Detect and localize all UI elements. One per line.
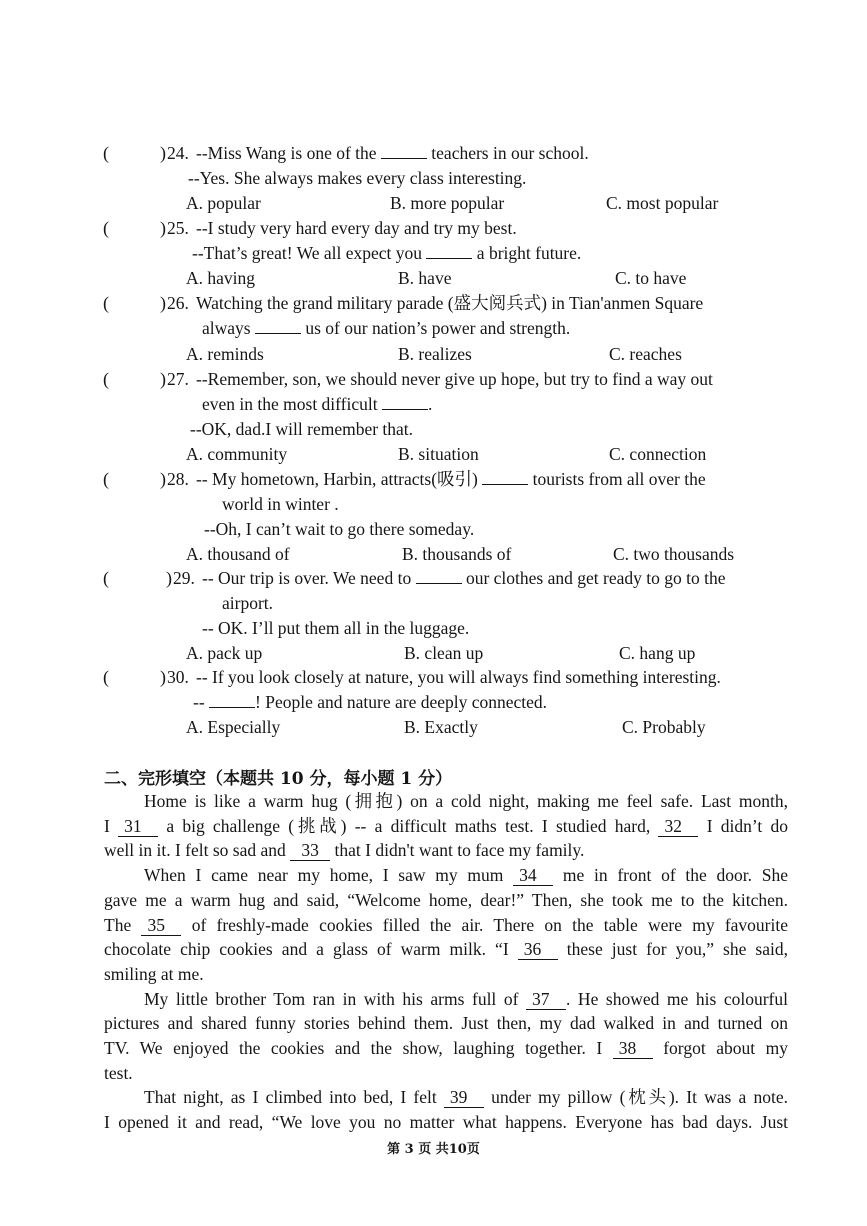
passage-text: forgot about my [652, 1038, 788, 1058]
passage-line [104, 840, 788, 861]
question-text: world in winter . [222, 494, 339, 514]
question-number: 29. [173, 568, 195, 588]
passage-text: That night, as I climbed into bed, I felt [144, 1087, 444, 1108]
question-text: --OK, dad.I will remember that. [190, 419, 414, 439]
page-footer: 第 3 页 共10页 [387, 1142, 480, 1157]
section-heading: 二、完形填空（本题共 10 分，每小题 1 分） [104, 769, 453, 789]
answer-bracket: ( [103, 293, 109, 313]
question-line [196, 667, 721, 687]
passage-text: TV. We enjoyed the cookies and the show, laughing together. I [104, 1038, 613, 1058]
passage-line [104, 816, 788, 837]
passage-text: My little brother Tom ran in with his arms full of [144, 988, 526, 1009]
option-c: C. to have [615, 268, 687, 288]
passage-text: . He showed me his colourful [566, 988, 788, 1009]
question-text: --Remember, son, we should never give up hope, but try to find a way out [196, 369, 713, 389]
question-line [196, 369, 713, 389]
option-a: A. Especially [186, 717, 281, 737]
option-c: C. reaches [609, 344, 682, 364]
cloze-blank-31: 31 [118, 816, 158, 837]
passage-text: I opened it and read, “We love you no matter what happens. Everyone has bad days. Just [104, 1112, 788, 1133]
question-text: us of our nation’s power and strength. [300, 318, 571, 338]
passage-text: gave me a warm hug and said, “Welcome home, dear!” Then, she took me to the kitchen. [104, 889, 788, 910]
question-line [222, 593, 273, 613]
question-text: teachers in our school. [426, 143, 589, 163]
question-text: our clothes and get ready to go to the [461, 568, 726, 588]
answer-bracket-close: ) [160, 667, 166, 687]
cloze-blank-37: 37 [526, 989, 566, 1010]
passage-line [104, 890, 788, 910]
question-number: 26. [167, 293, 189, 313]
option-b: B. have [398, 268, 452, 288]
option-a: A. pack up [186, 643, 263, 663]
question-text: . [428, 394, 433, 414]
question-text: -- If you look closely at nature, you will always find something interesting. [196, 667, 721, 687]
question-number: 24. [167, 143, 189, 163]
passage-line [104, 915, 788, 936]
question-line [196, 143, 589, 163]
option-a: A. thousand of [186, 544, 290, 564]
answer-bracket: ( [103, 667, 109, 687]
passage-line [104, 1063, 788, 1083]
question-line [192, 243, 581, 263]
question-text: tourists from all over the [528, 469, 706, 489]
question-line [202, 394, 432, 414]
passage-text: of freshly-made cookies filled the air. There on the table were my favourite [181, 914, 788, 935]
passage-line [144, 791, 788, 811]
passage-text: I didn’t do [698, 815, 788, 836]
answer-bracket: ( [103, 218, 109, 238]
option-b: B. more popular [390, 193, 505, 213]
option-b: B. clean up [404, 643, 484, 663]
question-text: airport. [222, 593, 274, 613]
answer-blank [255, 318, 301, 334]
question-text: ! People and nature are deeply connected. [255, 692, 548, 712]
answer-blank [426, 243, 472, 259]
option-b: B. realizes [398, 344, 472, 364]
passage-line [104, 1013, 788, 1033]
question-line [196, 218, 517, 238]
option-b: B. Exactly [404, 717, 478, 737]
question-number: 30. [167, 667, 189, 687]
answer-bracket-close: ) [160, 143, 166, 163]
passage-text: that I didn't want to face my family. [330, 840, 585, 861]
question-line [193, 692, 547, 712]
passage-text: smiling at me. [104, 963, 204, 984]
passage-text: under my pillow (枕头). It was a note. [483, 1087, 788, 1108]
passage-text: test. [104, 1062, 133, 1083]
passage-text: pictures and shared funny stories behind them. Just then, my dad walked in and turned on [104, 1013, 788, 1034]
answer-blank [381, 143, 427, 159]
passage-text: these just for you,” she said, [557, 939, 788, 960]
passage-line [144, 989, 788, 1010]
question-line [222, 494, 339, 514]
passage-text: a big challenge (挑战) -- a difficult maths test. I studied hard, [158, 815, 659, 836]
passage-line [104, 964, 788, 984]
question-text: a bright future. [472, 243, 582, 263]
question-line [202, 618, 469, 638]
question-text: --Yes. She always makes every class interesting. [188, 168, 527, 188]
cloze-blank-35: 35 [141, 915, 181, 936]
passage-line [144, 865, 788, 886]
question-text: -- Our trip is over. We need to [202, 568, 416, 588]
passage-line [104, 1038, 788, 1059]
cloze-blank-34: 34 [513, 865, 553, 886]
cloze-blank-39: 39 [444, 1087, 484, 1108]
answer-blank [209, 692, 255, 708]
question-text: --I study very hard every day and try my best. [196, 218, 517, 238]
option-a: A. reminds [186, 344, 264, 364]
option-c: C. two thousands [613, 544, 735, 564]
passage-line [144, 1087, 788, 1108]
question-line [202, 318, 570, 338]
option-c: C. Probably [622, 717, 706, 737]
answer-bracket-close: ) [166, 568, 172, 588]
cloze-blank-38: 38 [613, 1038, 653, 1059]
question-line [196, 469, 706, 489]
answer-blank [482, 469, 528, 485]
passage-text: When I came near my home, I saw my mum [144, 865, 514, 886]
question-line [204, 519, 474, 539]
passage-line [104, 1112, 788, 1132]
passage-text: me in front of the door. She [553, 865, 789, 886]
option-c: C. most popular [606, 193, 719, 213]
answer-bracket: ( [103, 369, 109, 389]
cloze-blank-32: 32 [658, 816, 698, 837]
cloze-blank-36: 36 [518, 939, 558, 960]
question-line [190, 419, 413, 439]
answer-bracket: ( [103, 568, 109, 588]
option-c: C. hang up [619, 643, 696, 663]
answer-bracket-close: ) [160, 218, 166, 238]
question-number: 25. [167, 218, 189, 238]
option-b: B. situation [398, 444, 479, 464]
answer-bracket-close: ) [160, 369, 166, 389]
option-a: A. popular [186, 193, 261, 213]
answer-blank [382, 394, 428, 410]
option-a: A. community [186, 444, 288, 464]
question-line [188, 168, 526, 188]
question-text: --That’s great! We all expect you [192, 243, 427, 263]
question-text: -- [193, 692, 210, 712]
answer-bracket: ( [103, 469, 109, 489]
answer-bracket: ( [103, 143, 109, 163]
option-a: A. having [186, 268, 256, 288]
option-c: C. connection [609, 444, 707, 464]
passage-text: The [104, 914, 142, 935]
passage-text: I [104, 815, 119, 836]
question-line [196, 293, 703, 313]
question-text: always [202, 318, 255, 338]
answer-bracket-close: ) [160, 293, 166, 313]
question-text: -- My hometown, Harbin, attracts(吸引) [196, 469, 483, 489]
question-text: even in the most difficult [202, 394, 382, 414]
question-number: 27. [167, 369, 189, 389]
passage-text: well in it. I felt so sad and [104, 840, 291, 861]
answer-bracket-close: ) [160, 469, 166, 489]
cloze-blank-33: 33 [290, 840, 330, 861]
question-text: -- OK. I’ll put them all in the luggage. [202, 618, 470, 638]
question-text: --Oh, I can’t wait to go there someday. [204, 519, 475, 539]
passage-text: chocolate chip cookies and a glass of warm milk. “I [104, 939, 518, 960]
answer-blank [416, 568, 462, 584]
passage-text: Home is like a warm hug (拥抱) on a cold night, making me feel safe. Last month, [144, 791, 788, 811]
question-number: 28. [167, 469, 189, 489]
option-b: B. thousands of [402, 544, 512, 564]
question-text: Watching the grand military parade (盛大阅兵式) in Tian'anmen Square [196, 293, 704, 313]
passage-line [104, 939, 788, 960]
question-text: --Miss Wang is one of the [196, 143, 381, 163]
question-line [202, 568, 725, 588]
